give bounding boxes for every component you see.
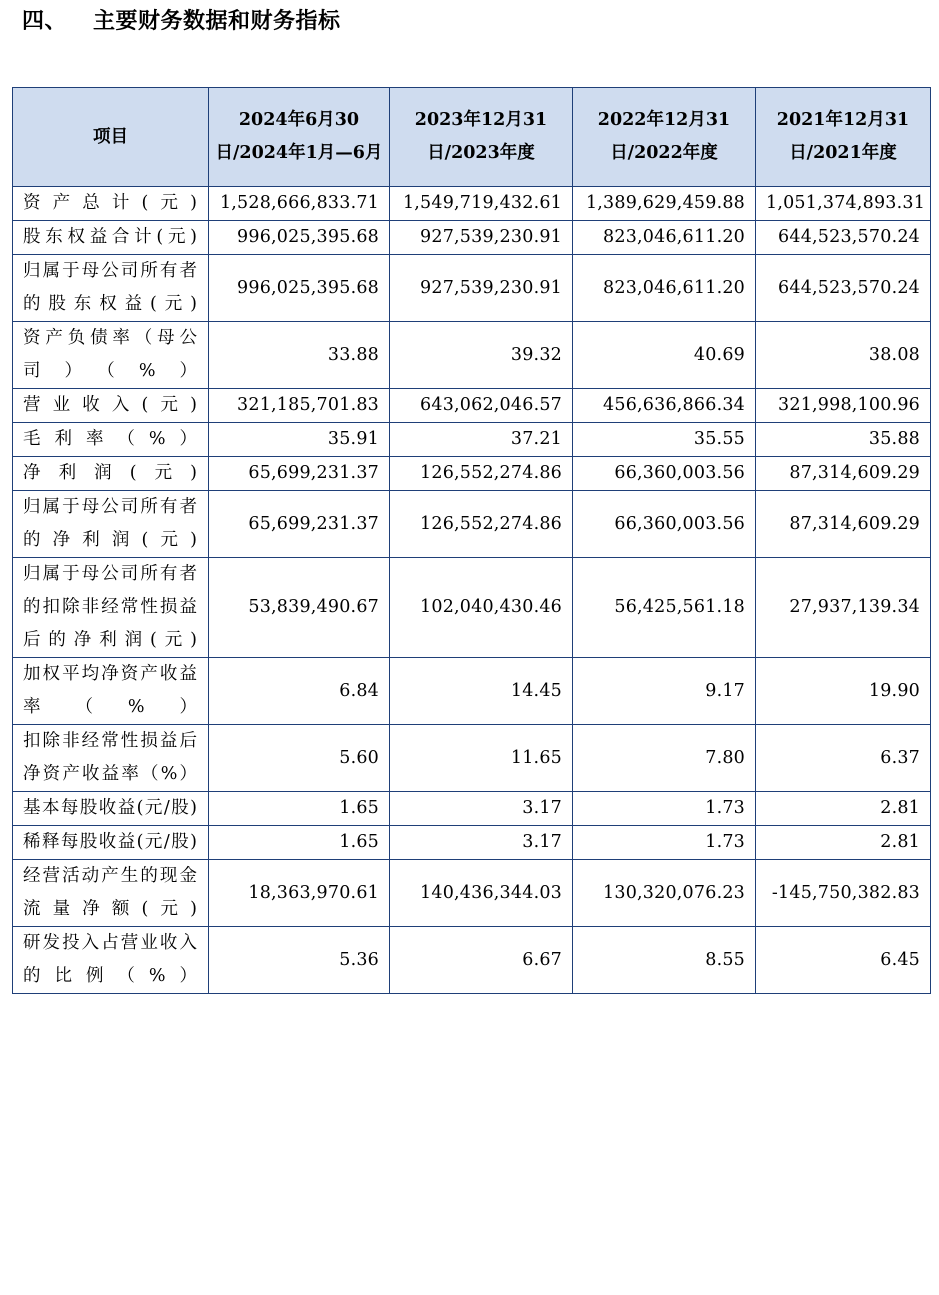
row-value: 644,523,570.24 — [756, 221, 931, 255]
row-value: 6.67 — [390, 927, 573, 994]
table-row — [13, 860, 931, 927]
row-value: 38.08 — [756, 322, 931, 389]
row-item-label: 净利润(元) — [13, 457, 209, 491]
row-value: 40.69 — [573, 322, 756, 389]
header-period-2023: 2023年12月31日/2023年度 — [390, 88, 573, 187]
row-value: 3.17 — [390, 826, 573, 860]
row-value: 1.65 — [209, 792, 390, 826]
row-value: 14.45 — [390, 658, 573, 725]
row-value: 1.73 — [573, 792, 756, 826]
row-value: 6.84 — [209, 658, 390, 725]
row-value: 5.36 — [209, 927, 390, 994]
row-value: 1,051,374,893.31 — [756, 187, 931, 221]
row-item-label: 经营活动产生的现金流量净额(元) — [13, 860, 209, 927]
row-value: 65,699,231.37 — [209, 491, 390, 558]
table-row — [13, 322, 931, 389]
row-value: 1.73 — [573, 826, 756, 860]
row-value: 18,363,970.61 — [209, 860, 390, 927]
header-period-2021: 2021年12月31日/2021年度 — [756, 88, 931, 187]
row-value: 2.81 — [756, 826, 931, 860]
row-value: 456,636,866.34 — [573, 389, 756, 423]
row-item-label: 毛利率（%） — [13, 423, 209, 457]
row-value: 8.55 — [573, 927, 756, 994]
row-value: 2.81 — [756, 792, 931, 826]
header-period-2024h1: 2024年6月30日/2024年1月—6月 — [209, 88, 390, 187]
row-value: 644,523,570.24 — [756, 255, 931, 322]
row-item-label: 股东权益合计(元) — [13, 221, 209, 255]
row-value: 130,320,076.23 — [573, 860, 756, 927]
row-item-label: 加权平均净资产收益率（%） — [13, 658, 209, 725]
row-value: 321,998,100.96 — [756, 389, 931, 423]
row-value: 643,062,046.57 — [390, 389, 573, 423]
row-item-label: 资产负债率（母公司）（%） — [13, 322, 209, 389]
section-number: 四、 — [22, 9, 68, 34]
row-value: 140,436,344.03 — [390, 860, 573, 927]
row-value: 87,314,609.29 — [756, 457, 931, 491]
row-item-label: 归属于母公司所有者的股东权益(元) — [13, 255, 209, 322]
section-heading — [22, 4, 341, 35]
row-value: 5.60 — [209, 725, 390, 792]
row-value: 1,549,719,432.61 — [390, 187, 573, 221]
row-value: 996,025,395.68 — [209, 221, 390, 255]
row-value: 56,425,561.18 — [573, 558, 756, 658]
row-item-label: 资产总计(元) — [13, 187, 209, 221]
row-value: 1,528,666,833.71 — [209, 187, 390, 221]
row-value: 3.17 — [390, 792, 573, 826]
table-row — [13, 792, 931, 826]
row-value: -145,750,382.83 — [756, 860, 931, 927]
table-row — [13, 826, 931, 860]
table-row — [13, 558, 931, 658]
row-value: 65,699,231.37 — [209, 457, 390, 491]
row-value: 39.32 — [390, 322, 573, 389]
row-value: 7.80 — [573, 725, 756, 792]
row-value: 11.65 — [390, 725, 573, 792]
header-period-2022: 2022年12月31日/2022年度 — [573, 88, 756, 187]
row-value: 823,046,611.20 — [573, 221, 756, 255]
row-value: 927,539,230.91 — [390, 221, 573, 255]
row-item-label: 营业收入(元) — [13, 389, 209, 423]
row-item-label: 研发投入占营业收入的比例（%） — [13, 927, 209, 994]
row-value: 927,539,230.91 — [390, 255, 573, 322]
header-item: 项目 — [13, 88, 209, 187]
table-row — [13, 658, 931, 725]
section-title: 主要财务数据和财务指标 — [93, 9, 341, 34]
row-item-label: 扣除非经常性损益后净资产收益率（%） — [13, 725, 209, 792]
table-row — [13, 187, 931, 221]
row-value: 996,025,395.68 — [209, 255, 390, 322]
row-value: 66,360,003.56 — [573, 491, 756, 558]
table-row — [13, 423, 931, 457]
table-row — [13, 725, 931, 792]
row-value: 87,314,609.29 — [756, 491, 931, 558]
row-item-label: 归属于母公司所有者的扣除非经常性损益后的净利润(元) — [13, 558, 209, 658]
row-value: 126,552,274.86 — [390, 457, 573, 491]
row-value: 9.17 — [573, 658, 756, 725]
row-value: 35.55 — [573, 423, 756, 457]
row-value: 53,839,490.67 — [209, 558, 390, 658]
row-value: 37.21 — [390, 423, 573, 457]
table-row — [13, 491, 931, 558]
row-item-label: 稀释每股收益(元/股) — [13, 826, 209, 860]
row-value: 66,360,003.56 — [573, 457, 756, 491]
row-value: 321,185,701.83 — [209, 389, 390, 423]
row-value: 6.45 — [756, 927, 931, 994]
table-row — [13, 927, 931, 994]
row-value: 19.90 — [756, 658, 931, 725]
table-row — [13, 221, 931, 255]
row-value: 823,046,611.20 — [573, 255, 756, 322]
table-header-row — [13, 88, 931, 187]
row-value: 102,040,430.46 — [390, 558, 573, 658]
row-value: 35.91 — [209, 423, 390, 457]
table-row — [13, 255, 931, 322]
table-row — [13, 389, 931, 423]
financial-data-table — [12, 87, 931, 994]
row-value: 126,552,274.86 — [390, 491, 573, 558]
row-value: 1.65 — [209, 826, 390, 860]
row-value: 35.88 — [756, 423, 931, 457]
row-value: 33.88 — [209, 322, 390, 389]
row-value: 1,389,629,459.88 — [573, 187, 756, 221]
row-item-label: 基本每股收益(元/股) — [13, 792, 209, 826]
table-row — [13, 457, 931, 491]
row-item-label: 归属于母公司所有者的净利润(元) — [13, 491, 209, 558]
row-value: 6.37 — [756, 725, 931, 792]
row-value: 27,937,139.34 — [756, 558, 931, 658]
